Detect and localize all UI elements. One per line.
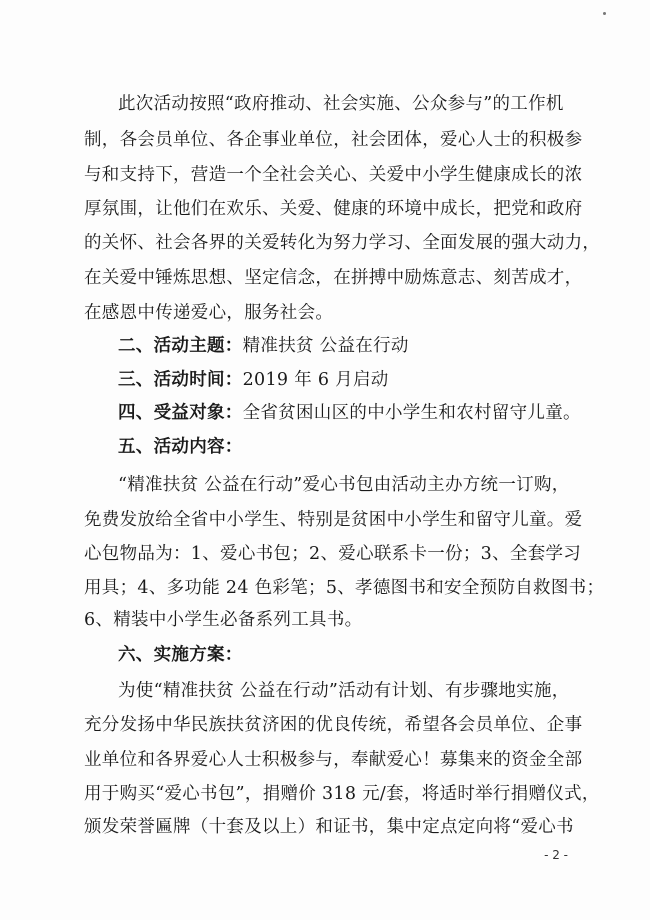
section-beneficiaries-value: 全省贫困山区的中小学生和农村留守儿童。 — [242, 403, 581, 423]
section-time-label: 三、活动时间： — [118, 370, 243, 390]
content-line-3: 心包物品为：1、爱心书包；2、爱心联系卡一份；3、全套学习 — [84, 544, 582, 564]
plan-line-2: 充分发扬中华民族扶贫济困的优良传统，希望各会员单位、企事 — [84, 715, 583, 735]
scan-speck — [603, 12, 606, 15]
intro-line-3: 与和支持下，营造一个全社会关心、关爱中小学生健康成长的浓 — [84, 165, 583, 185]
section-time — [118, 368, 584, 392]
section-plan — [118, 643, 584, 667]
plan-line-5: 颁发荣誉匾牌（十套及以上）和证书，集中定点定向将“爱心书 — [84, 817, 574, 837]
section-content-label: 五、活动内容： — [118, 437, 243, 457]
plan-line-3: 业单位和各界爱心人士积极参与，奉献爱心！募集来的资金全部 — [84, 750, 583, 770]
section-beneficiaries-label: 四、受益对象： — [118, 403, 243, 423]
content-line-5: 6、精装中小学生必备系列工具书。 — [84, 610, 363, 630]
intro-line-2: 制，各会员单位、各企事业单位，社会团体，爱心人士的积极参 — [84, 130, 583, 150]
section-plan-label: 六、实施方案： — [118, 645, 243, 665]
content-line-4: 用具；4、多功能 24 色彩笔；5、孝德图书和安全预防自救图书； — [84, 578, 605, 598]
content-line-2: 免费发放给全省中小学生、特别是贫困中小学生和留守儿童。爱 — [84, 510, 583, 530]
intro-line-6: 在关爱中锤炼思想、坚定信念，在拼搏中励炼意志、刻苦成才， — [84, 268, 583, 288]
intro-line-7: 在感恩中传递爱心，服务社会。 — [84, 303, 334, 323]
content-line-1: “精准扶贫 公益在行动”爱心书包由活动主办方统一订购， — [118, 475, 570, 495]
section-time-value: 2019 年 6 月启动 — [242, 370, 389, 390]
section-theme-value: 精准扶贫 公益在行动 — [242, 336, 409, 356]
plan-line-1: 为使“精准扶贫 公益在行动”活动有计划、有步骤地实施， — [118, 681, 570, 701]
section-beneficiaries — [118, 401, 584, 425]
page-number: - 2 - — [544, 848, 568, 862]
section-theme-label: 二、活动主题： — [118, 336, 243, 356]
section-content — [118, 435, 584, 459]
intro-line-1: 此次活动按照“政府推动、社会实施、公众参与”的工作机 — [118, 94, 564, 114]
section-theme — [118, 334, 584, 358]
intro-line-5: 的关怀、社会各界的关爱转化为努力学习、全面发展的强大动力， — [84, 233, 601, 253]
intro-line-4: 厚氛围，让他们在欢乐、关爱、健康的环境中成长，把党和政府 — [84, 199, 583, 219]
plan-line-4: 用于购买“爱心书包”，捐赠价 318 元/套，将适时举行捐赠仪式， — [84, 784, 600, 804]
